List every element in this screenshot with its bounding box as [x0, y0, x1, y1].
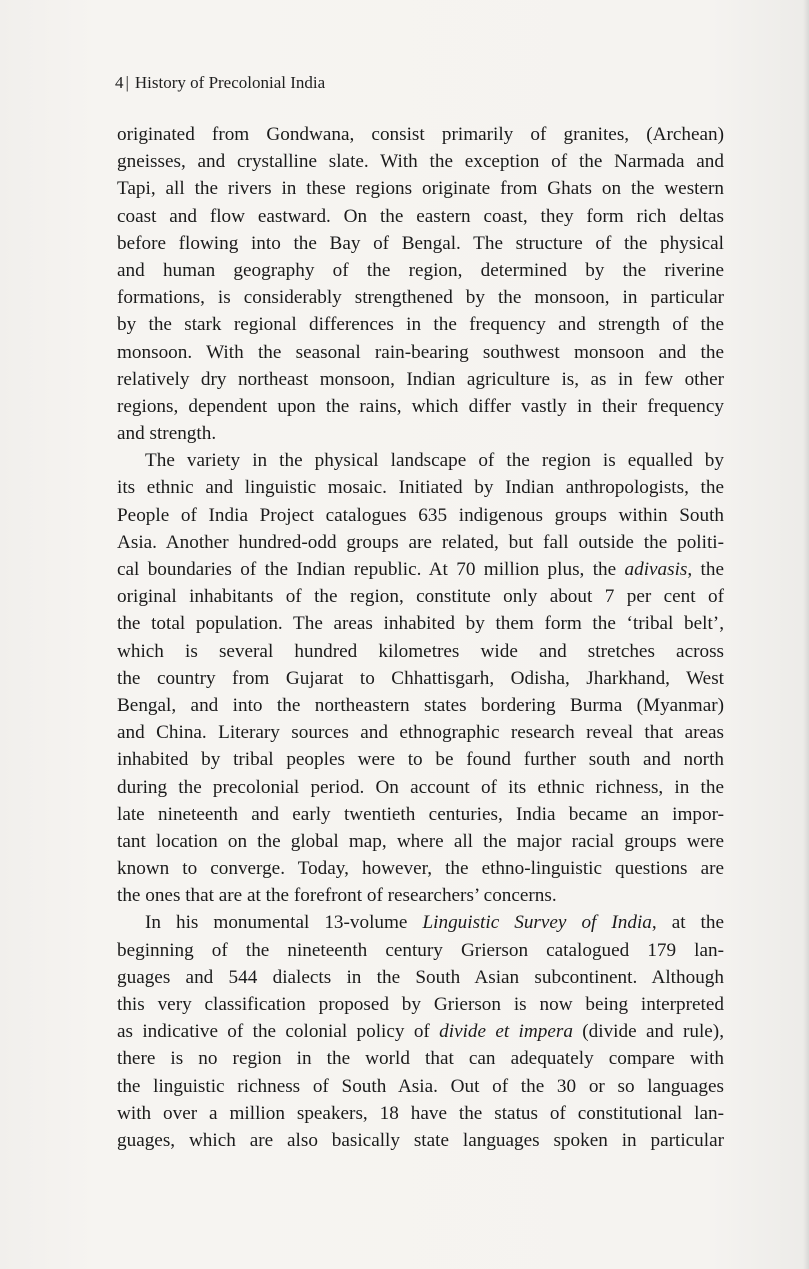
text-line: relatively dry northeast monsoon, Indian agriculture is, as in few other [117, 368, 724, 390]
italic-term: adivasis [624, 559, 688, 580]
text-line: there is no region in the world that can adequately compare with [117, 1048, 724, 1070]
text-line: guages, which are also basically state languages spoken in particular [117, 1129, 724, 1151]
running-head-separator: | [125, 73, 129, 92]
text-line: formations, is considerably strengthened by the monsoon, in particular [117, 287, 724, 309]
text-line: and human geography of the region, determined by the riverine [117, 259, 724, 281]
text-line: beginning of the nineteenth century Grierson catalogued 179 lan- [117, 939, 724, 961]
text-line: inhabited by tribal peoples were to be found further south and north [117, 749, 724, 771]
text-line: guages and 544 dialects in the South Asian subcontinent. Although [117, 966, 724, 988]
text-line: gneisses, and crystalline slate. With the exception of the Narmada and [117, 151, 724, 173]
text-segment: , the [687, 559, 724, 580]
text-segment: (divide and rule), [572, 1021, 724, 1043]
italic-title: Linguistic Survey of India [422, 912, 652, 934]
italic-term: divide et impera [439, 1021, 573, 1043]
text-line: coast and flow eastward. On the eastern coast, they form rich deltas [117, 205, 724, 227]
text-segment: as indicative of the colonial policy of [117, 1021, 440, 1043]
text-line: Bengal, and into the northeastern states bordering Burma (Myanmar) [117, 694, 724, 716]
text-line: with over a million speakers, 18 have the status of constitutional lan- [117, 1102, 724, 1124]
text-line [117, 556, 724, 583]
text-line: during the precolonial period. On account of its ethnic richness, in the [117, 776, 724, 798]
text-line: the ones that are at the forefront of researchers’ concerns. [117, 885, 557, 907]
text-line: before flowing into the Bay of Bengal. The structure of the physical [117, 232, 724, 254]
text-segment: , at the [651, 912, 724, 934]
text-line [117, 909, 724, 936]
paragraph-3 [117, 909, 724, 1154]
text-line: tant location on the global map, where all the major racial groups were [117, 830, 724, 852]
text-line: originated from Gondwana, consist primarily of granites, (Archean) [117, 124, 724, 145]
page-number: 4 [115, 73, 124, 92]
text-line: the linguistic richness of South Asia. Out of the 30 or so languages [117, 1075, 724, 1097]
text-line: People of India Project catalogues 635 indigenous groups within South [117, 504, 724, 526]
text-line: late nineteenth and early twentieth centuries, India became an impor- [117, 803, 724, 825]
running-head [115, 72, 325, 94]
text-line: Tapi, all the rivers in these regions originate from Ghats on the western [117, 178, 724, 200]
text-line: known to converge. Today, however, the ethno-linguistic questions are [117, 858, 724, 880]
text-segment: In his monumental 13-volume [145, 912, 423, 934]
text-line: Asia. Another hundred-odd groups are related, but fall outside the politi- [117, 531, 724, 553]
paragraph-2 [117, 447, 724, 909]
body-text [117, 121, 724, 1154]
text-line: regions, dependent upon the rains, which differ vastly in their frequency [117, 395, 724, 417]
paragraph-1 [117, 121, 724, 447]
text-line: the total population. The areas inhabited by them form the ‘tribal belt’, [117, 613, 724, 635]
text-line [117, 1018, 724, 1045]
text-line: and strength. [117, 423, 217, 445]
text-line: and China. Literary sources and ethnographic research reveal that areas [117, 722, 724, 744]
text-line: original inhabitants of the region, constitute only about 7 per cent of [117, 586, 724, 608]
text-line: the country from Gujarat to Chhattisgarh, Odisha, Jharkhand, West [117, 667, 724, 689]
text-segment: cal boundaries of the Indian republic. At 70 million plus, the [117, 559, 625, 580]
text-line: The variety in the physical landscape of the region is equalled by [145, 450, 724, 472]
book-title: History of Precolonial India [134, 73, 326, 92]
text-line: monsoon. With the seasonal rain-bearing southwest monsoon and the [117, 341, 724, 363]
text-line: by the stark regional differences in the frequency and strength of the [117, 314, 724, 336]
text-line: which is several hundred kilometres wide and stretches across [117, 640, 724, 662]
page-edge-shadow [803, 0, 809, 1269]
text-line: this very classification proposed by Grierson is now being interpreted [117, 994, 724, 1015]
text-line: its ethnic and linguistic mosaic. Initiated by Indian anthropologists, the [117, 477, 724, 499]
